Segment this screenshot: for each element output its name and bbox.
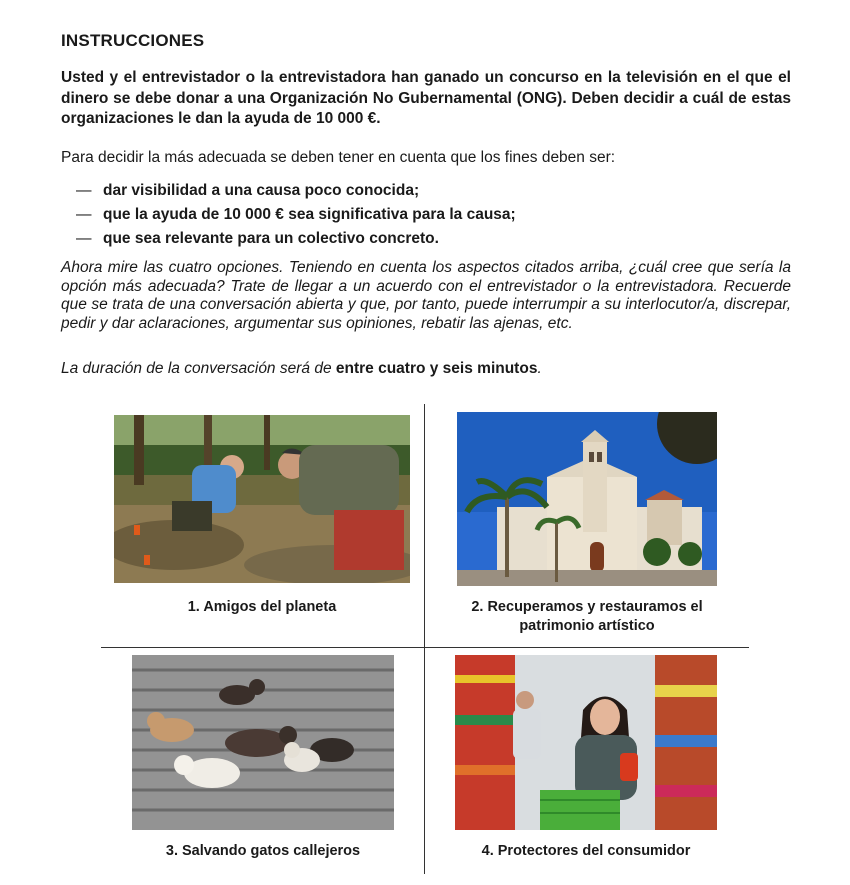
option-3-caption [132,842,394,861]
option-2-caption-line1: 2. Recuperamos y restauramos el [471,599,703,615]
intro-paragraph: Usted y el entrevistador o la entrevistadora han ganado un concurso en la televisión en el que el dinero se debe donar a una Organización No Gubernamental (ONG). Deben decidir a cuál de estas organizaciones le dan la ayuda de 10 000 €. [61,69,791,127]
aim-item: — dar visibilidad a una causa poco conocida; [76,182,420,199]
duration-line [61,359,791,379]
aim-text: que la ayuda de 10 000 € sea significativa para la causa; [103,206,516,223]
photo-supermarket-shopper [455,655,717,830]
option-2-caption-line2: patrimonio artístico [519,618,655,634]
option-3-caption-line1: 3. Salvando gatos callejeros [165,843,361,859]
photo-church [457,412,717,586]
instructions-heading: INSTRUCCIONES [61,31,205,50]
photo-forest-volunteers [114,415,410,583]
grid-horizontal-divider [101,647,749,648]
aim-item: — que sea relevante para un colectivo concreto. [76,230,439,247]
aim-text: que sea relevante para un colectivo concreto. [103,230,439,247]
duration-bold: entre cuatro y seis minutos [335,360,538,377]
duration-suffix: . [537,360,542,377]
aim-text: dar visibilidad a una causa poco conocida; [103,182,420,199]
option-4-caption-line1: 4. Protectores del consumidor [481,843,691,859]
duration-prefix: La duración de la conversación será de [61,360,336,377]
option-2-caption [442,598,732,636]
option-1-caption [114,598,410,617]
aims-intro: Para decidir la más adecuada se deben tener en cuenta que los fines deben ser: [61,149,616,166]
grid-vertical-divider [424,404,425,874]
aims-list [76,179,516,251]
photo-street-cats [132,655,394,830]
instructions-italic: Ahora mire las cuatro opciones. Teniendo en cuenta los aspectos citados arriba, ¿cuál cree que sería la opción más adecuada? Trate de llegar a un acuerdo con el entrevistador o la entrevistadora. Recuerde que se trata de una conversación abierta y que, por tanto, puede interrumpir a su interlocutor/a, discrepar, pedir y dar aclaraciones, argumentar sus opiniones, rebatir las ajenas, etc. [61,259,791,332]
option-1-caption-line1: 1. Amigos del planeta [187,599,337,615]
aim-item: — que la ayuda de 10 000 € sea significativa para la causa; [76,206,516,223]
option-4-caption [455,842,717,861]
